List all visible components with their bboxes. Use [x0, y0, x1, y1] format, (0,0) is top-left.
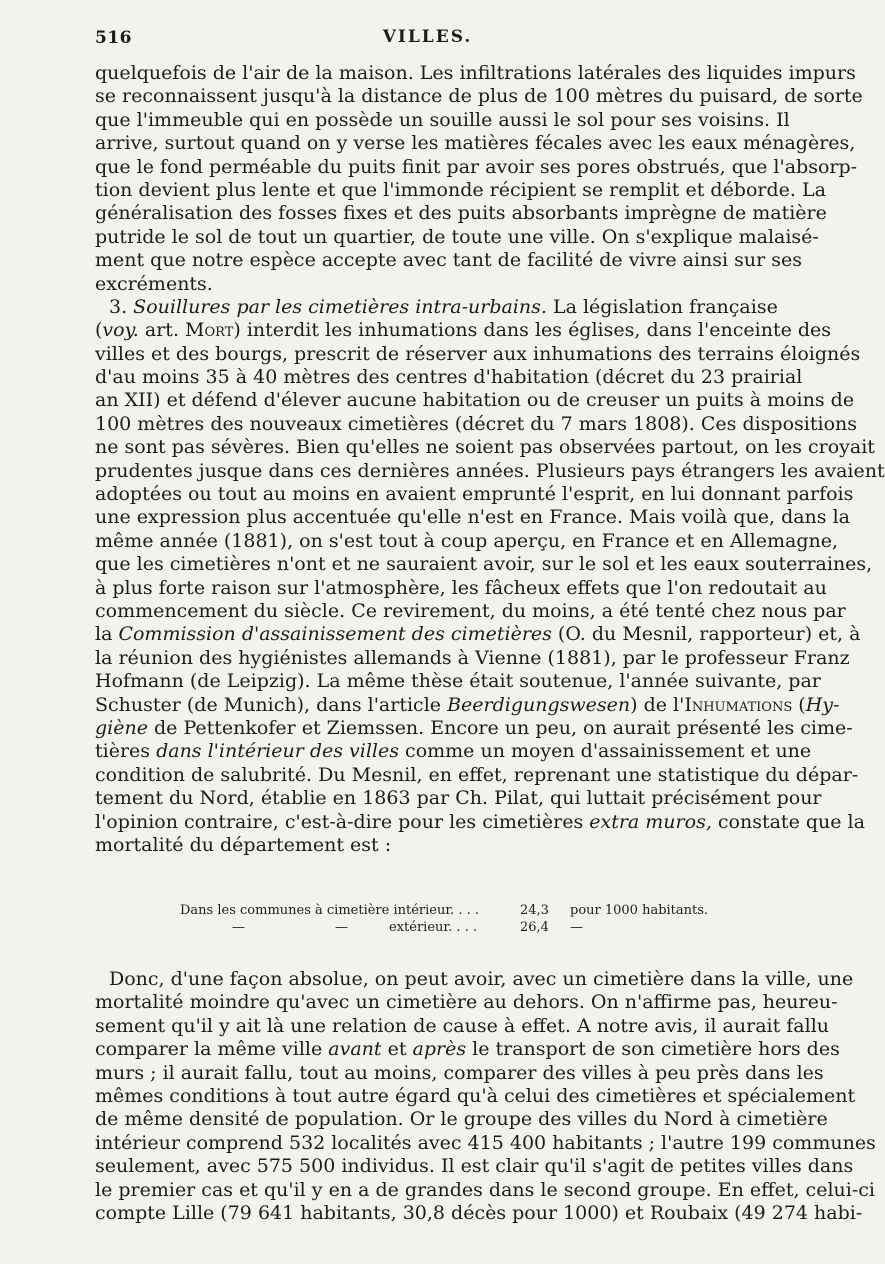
italic-text: extra muros,	[589, 810, 712, 833]
italic-text: avant	[328, 1038, 382, 1061]
text-line: même année (1881), on s'est tout à coup aperçu, en France et en Allemagne,	[95, 529, 839, 552]
italic-text: après	[412, 1038, 467, 1061]
text-line: d'au moins 35 à 40 mètres des centres d'habitation (décret du 23 prairial	[95, 366, 803, 389]
text-line: seulement, avec 575 500 individus. Il est clair qu'il s'agit de petites villes dans	[95, 1155, 854, 1178]
text-run: (	[95, 319, 103, 342]
text-line: an XII) et défend d'élever aucune habitation ou de creuser un puits à moins de	[95, 389, 855, 412]
text-line: mortalité moindre qu'avec un cimetière au dehors. On n'affirme pas, heureu-	[95, 991, 838, 1014]
text-line: mortalité du département est :	[95, 833, 392, 856]
text-line: prudentes jusque dans ces dernières années. Plusieurs pays étrangers les avaient	[95, 459, 885, 482]
text-run: Schuster (de Munich), dans l'article	[95, 693, 448, 716]
mortality-table	[180, 902, 709, 936]
text-line: arrive, surtout quand on y verse les matières fécales avec les eaux ménagères,	[95, 132, 856, 155]
italic-text: giène	[95, 716, 148, 739]
text-line: adoptées ou tout au moins en avaient emprunté l'esprit, en lui donnant parfois	[95, 483, 854, 506]
header-title: VILLES.	[382, 27, 473, 47]
text-line	[95, 810, 865, 834]
text-line: sement qu'il y ait là une relation de cause à effet. A notre avis, il aurait fallu	[95, 1014, 830, 1037]
text-line: intérieur comprend 532 localités avec 415 400 habitants ; l'autre 199 communes	[95, 1131, 876, 1154]
text-line	[95, 693, 840, 717]
paragraph-block-1	[95, 62, 885, 857]
text-run: comme un moyen d'assainissement et une	[399, 740, 812, 763]
text-line	[95, 1038, 840, 1061]
text-line: tion devient plus lente et que l'immonde récipient se remplit et déborde. La	[95, 178, 826, 201]
text-line: une expression plus accentuée qu'elle n'est en France. Mais voilà que, dans la	[95, 506, 850, 529]
text-run: La législation française	[546, 295, 778, 318]
text-run: ) de l'	[630, 693, 685, 716]
text-line: se reconnaissent jusqu'à la distance de plus de 100 mètres du puisard, de sorte	[95, 85, 863, 108]
text-run: la	[95, 623, 119, 646]
text-line: à plus forte raison sur l'atmosphère, les fâcheux effets que l'on redoutait au	[95, 576, 827, 599]
text-run: tières	[95, 740, 157, 763]
text-line: putride le sol de tout un quartier, de toute une ville. On s'explique malaisé-	[95, 225, 819, 248]
text-line: villes et des bourgs, prescrit de réserver aux inhumations des terrains éloignés	[95, 342, 861, 365]
text-run: ) interdit les inhumations dans les églises, dans l'enceinte des	[233, 319, 832, 342]
text-line: Donc, d'une façon absolue, on peut avoir, avec un cimetière dans la ville, une	[109, 968, 854, 990]
text-line: commencement du siècle. Ce revirement, du moins, a été tenté chez nous par	[95, 599, 846, 622]
italic-text: Beerdigungswesen	[447, 693, 631, 716]
table-row-dash: —	[232, 920, 245, 935]
text-run: le transport de son cimetière hors des	[466, 1038, 840, 1061]
text-run: art.	[138, 319, 186, 342]
text-line: tement du Nord, établie en 1863 par Ch. Pilat, qui luttait précisément pour	[95, 787, 822, 810]
running-head	[95, 22, 760, 52]
table-row-label: extérieur. . . .	[389, 920, 478, 935]
text-line: la réunion des hygiénistes allemands à Vienne (1881), par le professeur Franz	[95, 646, 850, 669]
italic-text: Souillures par les cimetières intra-urbains.	[133, 295, 547, 318]
italic-text: Hy-	[805, 693, 840, 716]
paragraph-block-2	[95, 968, 876, 1225]
text-line: ne sont pas sévères. Bien qu'elles ne soient pas observées partout, on les croyait	[95, 436, 875, 459]
table-row-unit: —	[570, 920, 583, 935]
text-line: que les cimetières n'ont et ne sauraient avoir, sur le sol et les eaux souterraines,	[95, 553, 873, 576]
table-row-label: Dans les communes à cimetière intérieur. . . .	[180, 903, 480, 918]
table-row	[180, 919, 700, 936]
text-line: généralisation des fosses fixes et des puits absorbants imprègne de matière	[95, 202, 827, 225]
text-line: ment que notre espèce accepte avec tant de facilité de vivre ainsi sur ses	[95, 249, 802, 272]
text-line	[95, 716, 853, 740]
table-row-value: 24,3	[520, 903, 549, 918]
text-run: (O. du Mesnil, rapporteur) et, à	[551, 623, 861, 646]
text-line: mêmes conditions à tout autre égard qu'à celui des cimetières et spécialement	[95, 1084, 856, 1107]
text-line: Hofmann (de Leipzig). La même thèse était soutenue, l'année suivante, par	[95, 670, 821, 693]
text-run: l'opinion contraire, c'est-à-dire pour les cimetières	[95, 810, 590, 833]
text-run: 3.	[109, 295, 134, 318]
text-line: quelquefois de l'air de la maison. Les infiltrations latérales des liquides impurs	[95, 62, 856, 84]
text-line: compte Lille (79 641 habitants, 30,8 décès pour 1000) et Roubaix (49 274 habi-	[95, 1201, 863, 1224]
text-line	[95, 740, 812, 763]
text-line: murs ; il aurait fallu, tout au moins, comparer des villes à peu près dans les	[95, 1061, 824, 1084]
text-line: excréments.	[95, 272, 213, 295]
text-line: que le fond perméable du puits finit par avoir ses pores obstrués, que l'absorp-	[95, 155, 858, 178]
italic-text: Commission d'assainissement des cimetières	[118, 623, 552, 646]
table-row	[180, 902, 709, 919]
page-number: 516	[95, 28, 132, 48]
italic-text: voy.	[102, 319, 139, 342]
text-run: constate que la	[711, 810, 865, 833]
text-line: que l'immeuble qui en possède un souille aussi le sol pour ses voisins. Il	[95, 108, 790, 131]
text-run: et	[381, 1038, 413, 1061]
text-run: de Pettenkofer et Ziemssen. Encore un peu, on aurait présenté les cime-	[147, 716, 853, 739]
text-line	[95, 295, 778, 319]
small-caps-text: Inhumations	[684, 693, 793, 716]
text-run: comparer la même ville	[95, 1038, 329, 1061]
text-line: de même densité de population. Or le groupe des villes du Nord à cimetière	[95, 1108, 828, 1131]
table-row-dash: —	[335, 920, 348, 935]
text-line: le premier cas et qu'il y en a de grandes dans le second groupe. En effet, celui-ci	[95, 1178, 875, 1201]
table-row-value: 26,4	[520, 920, 549, 935]
text-line: 100 mètres des nouveaux cimetières (décret du 7 mars 1808). Ces dispositions	[95, 412, 857, 435]
table-row-unit: pour 1000 habitants.	[570, 903, 709, 918]
text-line: condition de salubrité. Du Mesnil, en effet, reprenant une statistique du dépar-	[95, 763, 859, 786]
text-line	[95, 319, 832, 342]
small-caps-text: Mort	[185, 319, 234, 342]
text-line	[95, 623, 861, 646]
text-run: (	[792, 693, 806, 716]
italic-text: dans l'intérieur des villes	[156, 740, 400, 763]
